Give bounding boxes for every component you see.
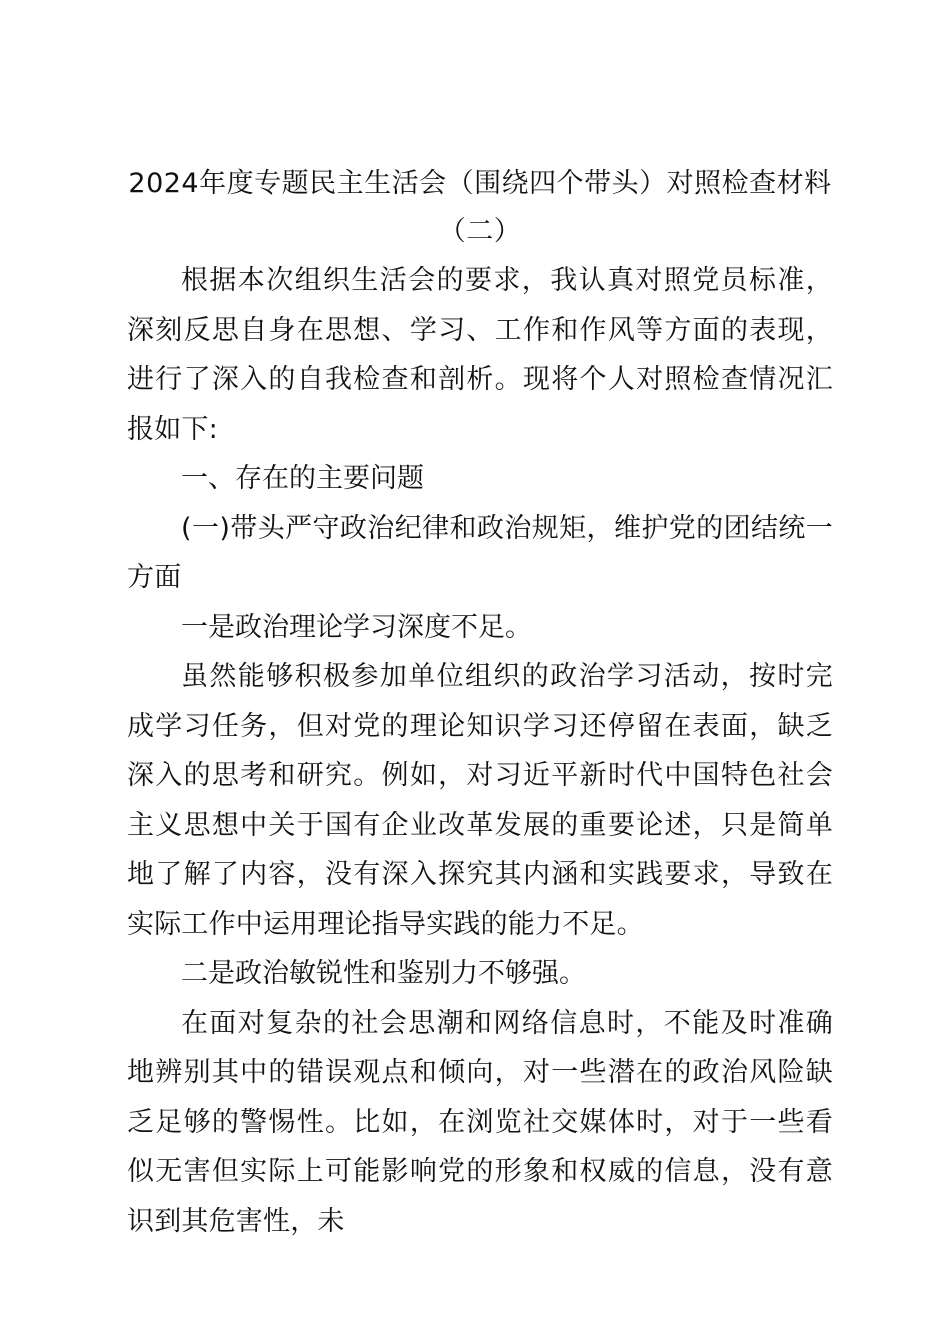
intro-paragraph: 根据本次组织生活会的要求，我认真对照党员标准，深刻反思自身在思想、学习、工作和作风等方面的表现，进行了深入的自我检查和剖析。现将个人对照检查情况汇报如下: bbox=[127, 265, 833, 445]
document-title: 2024年度专题民主生活会（围绕四个带头）对照检查材料（二） bbox=[128, 168, 832, 247]
subsection-heading: (一)带头严守政治纪律和政治规矩，维护党的团结统一方面 bbox=[127, 512, 833, 593]
point-heading: 二是政治敏锐性和鉴别力不够强。 bbox=[181, 958, 586, 989]
point-paragraph: 在面对复杂的社会思潮和网络信息时，不能及时准确地辨别其中的错误观点和倾向，对一些潜在的政治风险缺乏足够的警惕性。比如，在浏览社交媒体时，对于一些看似无害但实际上可能影响党的形象和权威的信息，没有意识到其危害性，未 bbox=[127, 1007, 833, 1237]
point-heading: 一是政治理论学习深度不足。 bbox=[181, 611, 532, 643]
document-body bbox=[127, 160, 833, 1246]
section-heading: 一、存在的主要问题 bbox=[181, 463, 424, 494]
point-paragraph: 虽然能够积极参加单位组织的政治学习活动，按时完成学习任务，但对党的理论知识学习还停留在表面，缺乏深入的思考和研究。例如，对习近平新时代中国特色社会主义思想中关于国有企业改革发展的重要论述，只是简单地了解了内容，没有深入探究其内涵和实践要求，导致在实际工作中运用理论指导实践的能力不足。 bbox=[127, 661, 833, 940]
